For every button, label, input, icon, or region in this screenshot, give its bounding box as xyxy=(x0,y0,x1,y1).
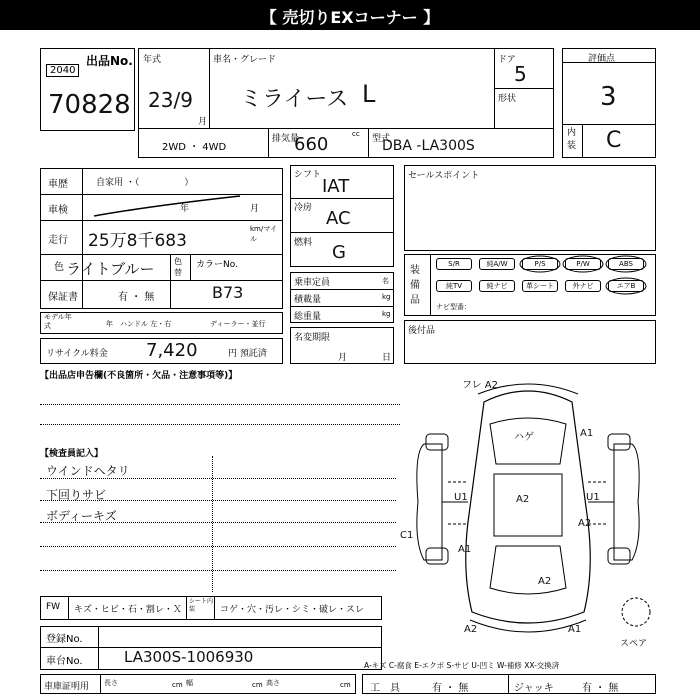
color-value: ライトブルー xyxy=(66,260,155,278)
ac-value: AC xyxy=(326,208,351,229)
defects-text: キズ・ヒビ・石・割レ・Ｘ xyxy=(74,605,182,615)
lot-label: 出品No. xyxy=(86,54,133,68)
color-no: B73 xyxy=(212,283,244,302)
equip-ext-navi: 外ナビ xyxy=(565,280,601,292)
equip-sr: S/R xyxy=(436,258,472,270)
header-title: 【 売切りEXコーナー 】 xyxy=(260,8,440,27)
aftermarket-label: 後付品 xyxy=(408,326,436,336)
displacement-unit: cc xyxy=(352,130,360,138)
legend: A-キズ C-腐食 E-エクボ S-サビ U-凹ミ W-補修 XX-交換済 xyxy=(364,661,560,670)
fuel-value: G xyxy=(332,242,346,263)
equip-abs: ABS xyxy=(608,258,644,270)
certificate-label: 車庫証明用 xyxy=(44,682,90,692)
model-year-handle: ハンドル 左・右 xyxy=(120,320,172,328)
spare-label: スペア xyxy=(620,639,648,649)
doors-label: ドア xyxy=(498,55,516,65)
diagram-mark-11: A2 xyxy=(464,624,478,635)
mileage-unit: km/マイル xyxy=(250,225,278,243)
model-year-year: 年 xyxy=(106,320,113,328)
interior-label: 内装 xyxy=(567,128,577,151)
car-grade: L xyxy=(362,80,376,108)
diagram-mark-9: A1 xyxy=(458,544,472,555)
capacity-unit-3: kg xyxy=(382,310,391,318)
rating-label: 評価点 xyxy=(588,54,616,64)
equip-ps: P/S xyxy=(522,258,558,270)
defects-text2: コゲ・穴・汚レ・シミ・破レ・スレ xyxy=(220,605,365,615)
fuel-label: 燃料 xyxy=(294,238,313,248)
equip-pw: P/W xyxy=(565,258,601,270)
capacity-unit-1: 名 xyxy=(382,277,389,285)
inspection-month: 月 xyxy=(250,204,260,214)
seller-notes-label: 【出品店申告欄(不良箇所・欠品・注意事項等)】 xyxy=(40,371,238,381)
car-label: 車名・グレード xyxy=(213,55,277,65)
diagram-mark-3: A1 xyxy=(580,428,594,439)
displacement-label: 排気量 xyxy=(272,134,300,144)
mileage-label: 走行 xyxy=(48,235,68,246)
sales-point-label: セールスポイント xyxy=(408,171,480,181)
capacity-row-3: 総重量 xyxy=(294,312,322,322)
certificate-length: 長さ xyxy=(104,679,118,687)
defects-fw: FW xyxy=(46,602,61,612)
history-options: 自家用 ・（ ） xyxy=(96,178,194,188)
lot-sub: 2040 xyxy=(46,64,79,77)
history-label: 車歴 xyxy=(48,179,68,190)
diagram-mark-8: C1 xyxy=(400,530,414,541)
diagram-mark-6: U1 xyxy=(586,492,600,503)
lot-number: 70828 xyxy=(48,90,131,120)
equipment-label: 装備品 xyxy=(410,265,420,306)
chassis-label: 車台No. xyxy=(46,656,83,667)
tools-options: 有 ・ 無 xyxy=(432,683,469,694)
chassis-value: LA300S-1006930 xyxy=(124,648,254,666)
recycle-value: 7,420 xyxy=(146,340,198,361)
color-no-label: カラーNo. xyxy=(196,260,238,270)
interior-value: C xyxy=(606,128,622,153)
shift-label: シフト xyxy=(294,170,322,180)
rating-value: 3 xyxy=(600,82,617,112)
diagram-mark-7: A2 xyxy=(578,518,592,529)
certificate-unit-1: cm xyxy=(172,681,183,689)
car-name: ミライース xyxy=(240,87,349,112)
defects-seat: シート内装 xyxy=(189,598,214,613)
shape-label: 形状 xyxy=(498,94,517,104)
model-year-label: モデル年式 xyxy=(44,313,72,330)
registration-label: 登録No. xyxy=(46,634,83,645)
model-label: 型式 xyxy=(372,134,391,144)
equip-leather: 革シート xyxy=(522,280,558,292)
inspector-note-3: ボディーキズ xyxy=(46,509,117,523)
equip-airbag: エアB xyxy=(608,280,644,292)
drive-text: 2WD ・ 4WD xyxy=(162,142,227,153)
color-label: 色 xyxy=(54,262,64,273)
equip-tv: 純TV xyxy=(436,280,472,292)
rename-month: 月 xyxy=(338,353,348,363)
inspection-year: 年 xyxy=(180,204,190,214)
jack-label: ジャッキ xyxy=(514,683,554,694)
warranty-label: 保証書 xyxy=(48,292,78,303)
rename-day: 日 xyxy=(382,353,392,363)
inspection-label: 車検 xyxy=(48,205,68,216)
car-diagram xyxy=(398,372,660,662)
doors-value: 5 xyxy=(514,62,527,86)
inspector-note-1: ウインドヘタリ xyxy=(46,464,130,478)
equip-navi: 純ナビ xyxy=(479,280,515,292)
certificate-width: 幅 xyxy=(186,679,193,687)
tools-label: 工 具 xyxy=(370,683,400,694)
certificate-unit-3: cm xyxy=(340,681,351,689)
jack-options: 有 ・ 無 xyxy=(582,683,619,694)
certificate-unit-2: cm xyxy=(252,681,263,689)
model-year-dealer: ディーラー・並行 xyxy=(210,320,266,328)
ac-label: 冷房 xyxy=(294,203,313,213)
year-suffix: 月 xyxy=(198,117,208,127)
recycle-label: リサイクル料金 xyxy=(46,349,108,359)
diagram-mark-4: A2 xyxy=(516,494,530,505)
capacity-row-2: 積載量 xyxy=(294,295,322,305)
year-value: 23/9 xyxy=(148,88,193,112)
inspector-note-2: 下回りサビ xyxy=(46,488,107,502)
displacement-value: 660 xyxy=(294,134,329,155)
inspection-strike xyxy=(90,194,250,220)
rename-label: 名変期限 xyxy=(294,333,331,343)
capacity-row-1: 乗車定員 xyxy=(294,278,331,288)
equip-aw: 純A/W xyxy=(479,258,515,270)
diagram-mark-2: ハゲ xyxy=(514,432,534,443)
equipment-navi: ナビ型番： xyxy=(436,303,471,311)
diagram-mark-12: A1 xyxy=(568,624,582,635)
year-label: 年式 xyxy=(143,55,162,65)
aftermarket-box xyxy=(404,320,656,364)
capacity-unit-2: kg xyxy=(382,293,391,301)
shift-value: IAT xyxy=(322,176,350,197)
certificate-height: 高さ xyxy=(266,679,280,687)
model-value: DBA -LA300S xyxy=(382,138,475,154)
inspector-label: 【検査員記入】 xyxy=(40,449,104,459)
diagram-mark-10: A2 xyxy=(538,576,552,587)
diagram-mark-1: フレ A2 xyxy=(462,380,498,391)
warranty-options: 有 ・ 無 xyxy=(118,292,155,303)
mileage-value: 25万8千683 xyxy=(88,231,187,251)
color-change-label: 色替 xyxy=(174,257,182,277)
recycle-unit: 円 預託済 xyxy=(228,349,267,359)
diagram-mark-5: U1 xyxy=(454,492,468,503)
